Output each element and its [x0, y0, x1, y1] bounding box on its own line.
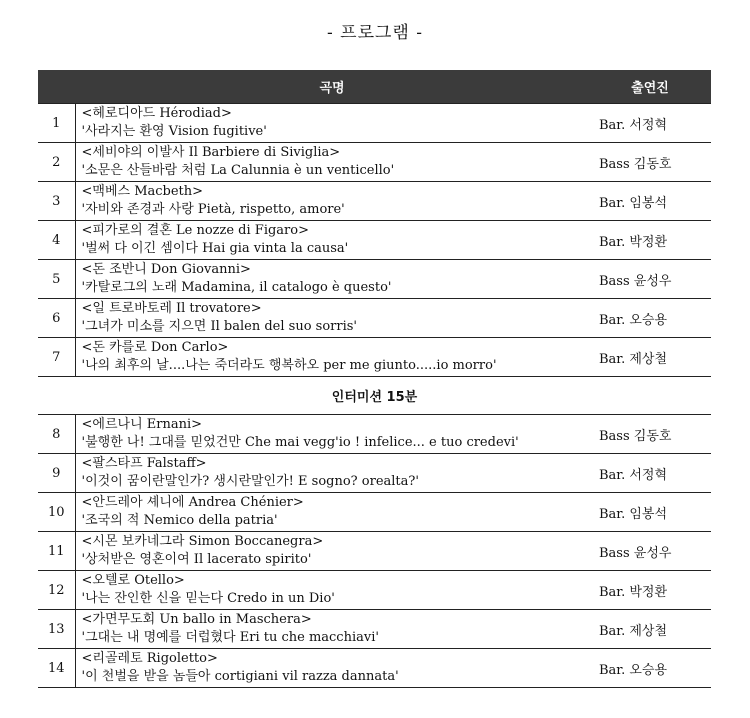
- aria-title: '사라지는 환영 Vision fugitive': [81, 124, 267, 139]
- song-cell: [75, 338, 589, 377]
- song-cell: [75, 571, 589, 610]
- aria-title: '나의 최후의 날....나는 죽더라도 행복하오 per me giunto.....io morro': [81, 358, 497, 373]
- performer-cell: Bar. 오승용: [589, 299, 711, 338]
- aria-title: '나는 잔인한 신을 믿는다 Credo in un Dio': [81, 591, 335, 606]
- program-table: [38, 70, 711, 688]
- table-row: [38, 415, 711, 454]
- opera-title: <시몬 보카네그라 Simon Boccanegra>: [81, 534, 324, 549]
- song-cell: [75, 493, 589, 532]
- aria-title: '이 천벌을 받을 놈들아 cortigiani vil razza dannata': [81, 669, 399, 684]
- aria-title: '불행한 나! 그대를 믿었건만 Che mai vegg'io ! infelice... e tuo credevi': [81, 435, 519, 450]
- row-number: 11: [38, 532, 75, 571]
- performer-cell: Bar. 서정혁: [589, 104, 711, 143]
- table-row: [38, 571, 711, 610]
- opera-title: <돈 카를로 Don Carlo>: [81, 340, 229, 355]
- performer-cell: Bar. 제상철: [589, 610, 711, 649]
- song-cell: [75, 454, 589, 493]
- aria-title: '소문은 산들바람 처럼 La Calunnia è un venticello': [81, 163, 395, 178]
- song-cell: [75, 104, 589, 143]
- performer-cell: Bar. 임봉석: [589, 493, 711, 532]
- table-row: [38, 532, 711, 571]
- song-cell: [75, 649, 589, 688]
- table-row: [38, 143, 711, 182]
- aria-title: '그녀가 미소를 지으면 Il balen del suo sorris': [81, 319, 357, 334]
- aria-title: '상처받은 영혼이여 Il lacerato spirito': [81, 552, 312, 567]
- opera-title: <맥베스 Macbeth>: [81, 184, 204, 199]
- performer-cell: Bass 김동호: [589, 143, 711, 182]
- performer-cell: Bar. 제상철: [589, 338, 711, 377]
- opera-title: <헤로디아드 Hérodiad>: [81, 106, 232, 121]
- table-row: [38, 299, 711, 338]
- table-row: [38, 493, 711, 532]
- table-row: [38, 260, 711, 299]
- table-row: [38, 221, 711, 260]
- opera-title: <피가로의 결혼 Le nozze di Figaro>: [81, 223, 309, 238]
- header-performer: 출연진: [589, 70, 711, 104]
- row-number: 12: [38, 571, 75, 610]
- performer-cell: Bass 윤성우: [589, 532, 711, 571]
- aria-title: '그대는 내 명예를 더럽혔다 Eri tu che macchiavi': [81, 630, 379, 645]
- row-number: 4: [38, 221, 75, 260]
- opera-title: <오텔로 Otello>: [81, 573, 185, 588]
- performer-cell: Bar. 박정환: [589, 571, 711, 610]
- page-title: - 프로그램 -: [327, 23, 423, 43]
- row-number: 2: [38, 143, 75, 182]
- aria-title: '벌써 다 이긴 셈이다 Hai gia vinta la causa': [81, 241, 349, 256]
- table-header: [38, 70, 711, 104]
- song-cell: [75, 299, 589, 338]
- table-row: [38, 104, 711, 143]
- table-row: [38, 338, 711, 377]
- intermission-row: [38, 377, 711, 415]
- song-cell: [75, 221, 589, 260]
- header-no: [38, 70, 75, 104]
- table-row: [38, 649, 711, 688]
- aria-title: '카탈로그의 노래 Madamina, il catalogo è questo': [81, 280, 392, 295]
- opera-title: <리골레토 Rigoletto>: [81, 651, 218, 666]
- aria-title: '자비와 존경과 사랑 Pietà, rispetto, amore': [81, 202, 345, 217]
- row-number: 7: [38, 338, 75, 377]
- opera-title: <에르나니 Ernani>: [81, 417, 203, 432]
- performer-cell: Bass 김동호: [589, 415, 711, 454]
- row-number: 1: [38, 104, 75, 143]
- performer-cell: Bar. 박정환: [589, 221, 711, 260]
- opera-title: <가면무도회 Un ballo in Maschera>: [81, 612, 312, 627]
- opera-title: <안드레아 셰니에 Andrea Chénier>: [81, 495, 304, 510]
- performer-cell: Bar. 임봉석: [589, 182, 711, 221]
- performer-cell: Bar. 오승용: [589, 649, 711, 688]
- row-number: 14: [38, 649, 75, 688]
- performer-cell: Bass 윤성우: [589, 260, 711, 299]
- song-cell: [75, 610, 589, 649]
- opera-title: <돈 조반니 Don Giovanni>: [81, 262, 251, 277]
- table-body: [38, 104, 711, 688]
- row-number: 3: [38, 182, 75, 221]
- song-cell: [75, 415, 589, 454]
- row-number: 5: [38, 260, 75, 299]
- row-number: 8: [38, 415, 75, 454]
- row-number: 6: [38, 299, 75, 338]
- row-number: 13: [38, 610, 75, 649]
- table-row: [38, 610, 711, 649]
- opera-title: <세비야의 이발사 Il Barbiere di Siviglia>: [81, 145, 341, 160]
- table-row: [38, 182, 711, 221]
- aria-title: '이것이 꿈이란말인가? 생시란말인가! E sogno? orealta?': [81, 474, 419, 489]
- opera-title: <팔스타프 Falstaff>: [81, 456, 207, 471]
- intermission-label: 인터미션 15분: [38, 377, 711, 415]
- aria-title: '조국의 적 Nemico della patria': [81, 513, 278, 528]
- song-cell: [75, 182, 589, 221]
- song-cell: [75, 532, 589, 571]
- song-cell: [75, 143, 589, 182]
- table-row: [38, 454, 711, 493]
- header-song: 곡명: [75, 70, 589, 104]
- performer-cell: Bar. 서정혁: [589, 454, 711, 493]
- row-number: 10: [38, 493, 75, 532]
- row-number: 9: [38, 454, 75, 493]
- opera-title: <일 트로바토레 Il trovatore>: [81, 301, 262, 316]
- song-cell: [75, 260, 589, 299]
